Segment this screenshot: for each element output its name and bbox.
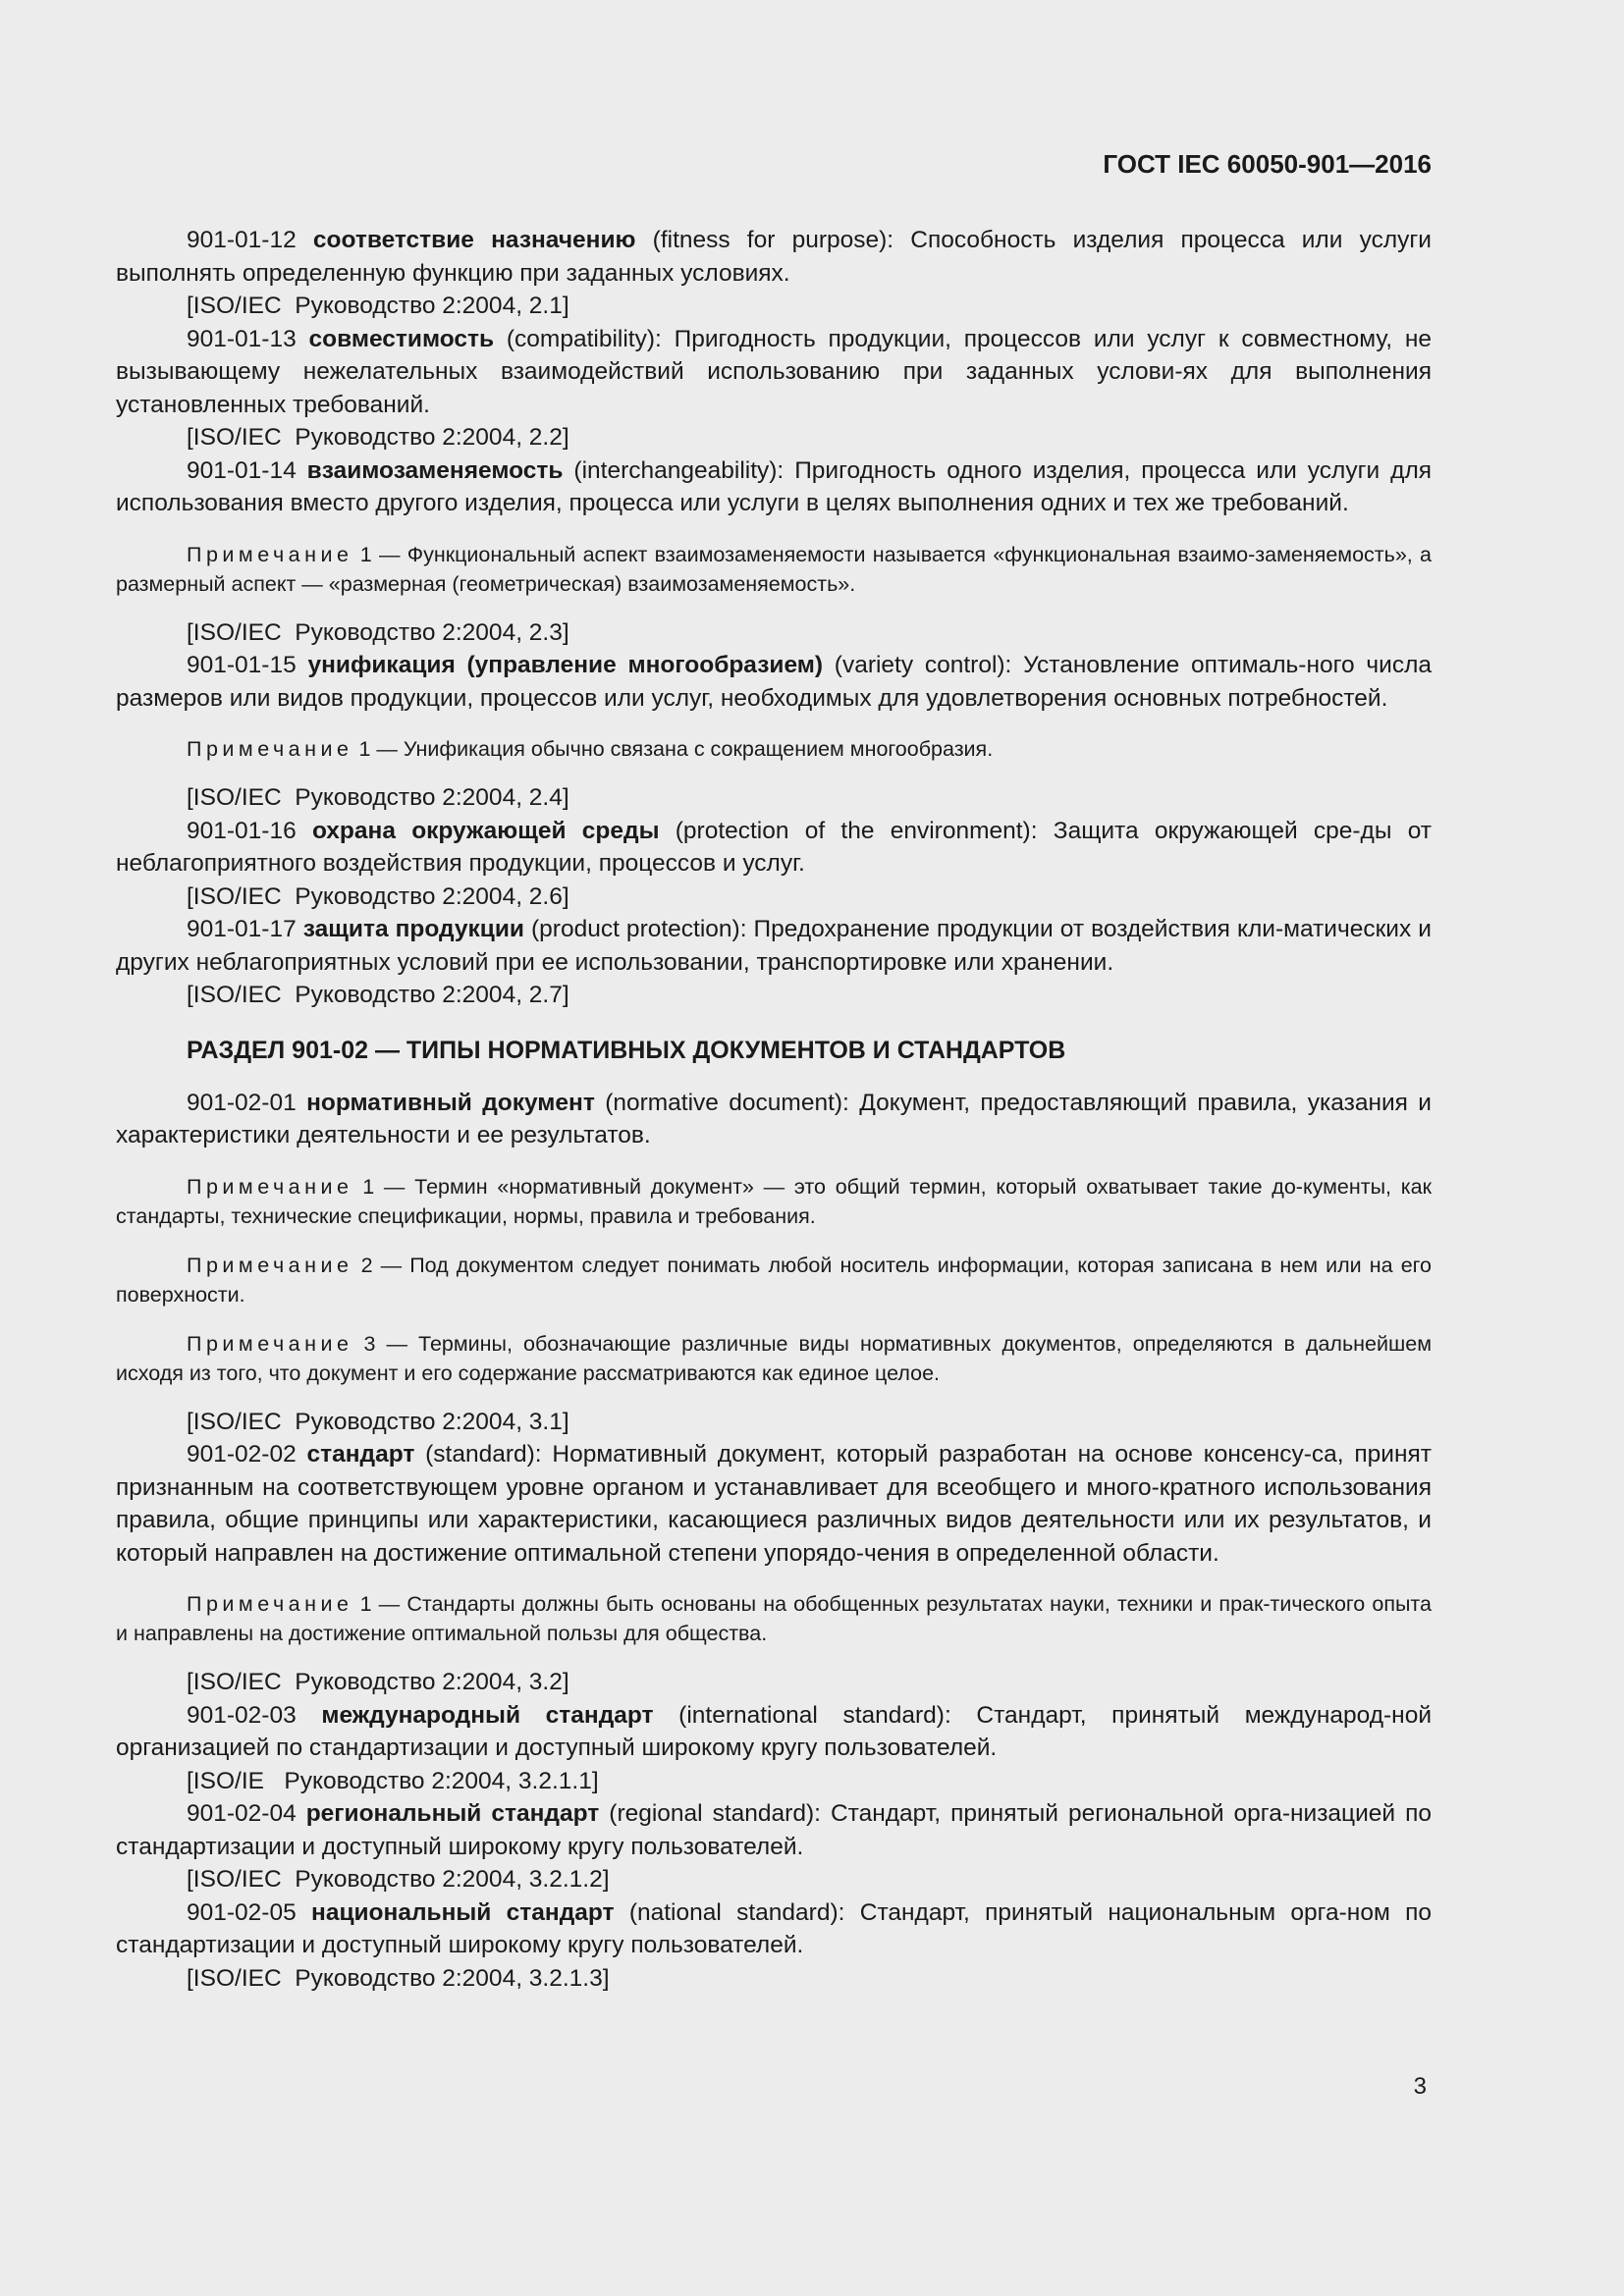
term-name: национальный стандарт [311, 1898, 615, 1926]
term-english: (fitness for purpose): [652, 227, 894, 253]
entry-number: 901-02-04 [187, 1800, 297, 1827]
term-english: (standard): [425, 1441, 542, 1468]
entries-section-901-02 [116, 1087, 1432, 1996]
term-entry [116, 1438, 1432, 1570]
term-definition: Пригодность продукции, процессов или услуг к совместному, не вызывающему нежелательных взаимодействий использованию при заданных услови-ях для выполнения установленных требований. [116, 325, 1432, 418]
document-header: ГОСТ IEC 60050-901—2016 [1103, 149, 1432, 179]
term-name: совместимость [308, 325, 495, 352]
term-name: региональный стандарт [305, 1800, 600, 1827]
page-number: 3 [1413, 2073, 1427, 2100]
entry-number: 901-02-05 [187, 1898, 297, 1926]
entry-number: 901-02-02 [187, 1441, 297, 1468]
term-english: (protection of the environment): [675, 817, 1038, 844]
entry-number: 901-01-15 [187, 652, 297, 678]
term-name: унификация (управление многообразием) [307, 652, 824, 678]
term-entry [116, 323, 1432, 422]
term-definition: Стандарт, принятый международ-ной организацией по стандартизации и доступный широкому кругу пользователей. [116, 1701, 1433, 1761]
entries-section-901-01 [116, 224, 1432, 1012]
term-definition: Стандарт, принятый региональной орга-низацией по стандартизации и доступный широкому кругу пользователей. [116, 1800, 1432, 1860]
note-label: Примечание [187, 1174, 353, 1199]
entry-number: 901-01-14 [187, 456, 297, 484]
term-definition: Установление оптималь-ного числа размеров или видов продукции, процессов или услуг, необходимых для удовлетворения основных потребностей. [116, 652, 1432, 712]
term-name: защита продукции [302, 916, 524, 942]
note-text: 1 — Функциональный аспект взаимозаменяемости называется «функциональная взаимо-заменяемость», а размерный аспект — «размерная (геометрическая) взаимозаменяемость». [116, 542, 1432, 596]
source-reference: [ISO/IEC Руководство 2:2004, 3.2.1.3] [187, 1964, 610, 1992]
entry-number: 901-01-12 [187, 227, 297, 253]
note-text: 2 — Под документом следует понимать любой носитель информации, которая записана в нем или на его поверхности. [116, 1253, 1432, 1307]
entry-number: 901-01-17 [187, 916, 297, 942]
term-definition: Документ, предоставляющий правила, указания и характеристики деятельности и ее результатов. [116, 1089, 1432, 1148]
term-entry [116, 913, 1432, 979]
term-entry [116, 454, 1432, 520]
note [116, 1251, 1432, 1309]
term-entry [116, 1699, 1432, 1765]
source-reference: [ISO/IEC Руководство 2:2004, 2.4] [187, 784, 569, 811]
term-name: охрана окружающей среды [311, 817, 660, 844]
note-label: Примечание [187, 1253, 353, 1277]
document-body [116, 224, 1432, 1995]
term-english: (interchangeability): [573, 456, 785, 484]
term-english: (national standard): [628, 1898, 845, 1926]
source-reference: [ISO/IEC Руководство 2:2004, 2.3] [187, 618, 569, 646]
term-english: (variety control): [834, 652, 1012, 678]
source-reference: [ISO/IEC Руководство 2:2004, 2.7] [187, 982, 569, 1008]
term-entry [116, 224, 1432, 290]
term-definition: Предохранение продукции от воздействия кли-матических и других неблагоприятных условий при ее использовании, транспортировке или хранении. [116, 916, 1432, 976]
note-text: 3 — Термины, обозначающие различные виды нормативных документов, определяются в дальнейшем исходя из того, что документ и его содержание рассматриваются как единое целое. [116, 1331, 1432, 1385]
note-text: 1 — Стандарты должны быть основаны на обобщенных результатах науки, техники и прак-тического опыта и направлены на достижение оптимальной пользы для общества. [116, 1592, 1432, 1645]
term-definition: Защита окружающей сре-ды от неблагоприятного воздействия продукции, процессов и услуг. [116, 817, 1433, 877]
note-label: Примечание [187, 1331, 353, 1356]
term-name: международный стандарт [321, 1701, 654, 1729]
term-english: (normative document): [605, 1089, 849, 1116]
entry-number: 901-01-16 [187, 817, 297, 844]
source-reference: [ISO/IEC Руководство 2:2004, 2.2] [187, 424, 569, 451]
note-label: Примечание [187, 737, 353, 761]
note [116, 1589, 1432, 1648]
term-english: (regional standard): [609, 1800, 821, 1827]
term-definition: Нормативный документ, который разработан на основе консенсу-са, принят признанным на соответствующем уровне органом и устанавливает для всеобщего и много-кратного использования правила, общие принципы или характеристики, касающиеся различных видов деятельности или их результатов, и который направлен на достижение оптимальной степени упорядо-чения в определенной области. [116, 1441, 1432, 1567]
section-heading: РАЗДЕЛ 901-02 — ТИПЫ НОРМАТИВНЫХ ДОКУМЕНТОВ И СТАНДАРТОВ [187, 1036, 1066, 1064]
source-reference: [ISO/IEC Руководство 2:2004, 3.2] [187, 1669, 569, 1695]
term-entry [116, 1896, 1432, 1962]
note [116, 1329, 1432, 1388]
term-name: взаимозаменяемость [306, 456, 564, 484]
entry-number: 901-02-01 [187, 1089, 297, 1116]
note-label: Примечание [187, 1592, 353, 1616]
term-entry [116, 649, 1432, 715]
source-reference: [ISO/IEC Руководство 2:2004, 3.2.1.2] [187, 1866, 610, 1893]
term-entry [116, 1087, 1432, 1152]
note [116, 1172, 1432, 1231]
term-definition: Стандарт, принятый национальным орга-ном по стандартизации и доступный широкому кругу пользователей. [116, 1898, 1432, 1958]
term-english: (international standard): [678, 1701, 951, 1729]
source-reference: [ISO/IEC Руководство 2:2004, 2.6] [187, 882, 569, 910]
source-reference: [ISO/IEC Руководство 2:2004, 2.1] [187, 293, 569, 319]
note-text: 1 — Унификация обычно связана с сокращением многообразия. [358, 737, 994, 761]
term-definition: Способность изделия процесса или услуги выполнять определенную функцию при заданных условиях. [116, 227, 1432, 287]
term-name: стандарт [306, 1441, 415, 1468]
note [116, 540, 1432, 599]
source-reference: [ISO/IE Руководство 2:2004, 3.2.1.1] [187, 1767, 599, 1794]
note-label: Примечание [187, 542, 353, 566]
source-reference: [ISO/IEC Руководство 2:2004, 3.1] [187, 1408, 569, 1435]
term-entry [116, 1797, 1432, 1863]
term-name: нормативный документ [306, 1089, 595, 1116]
term-entry [116, 815, 1432, 881]
term-name: соответствие назначению [312, 227, 636, 253]
entry-number: 901-01-13 [187, 325, 297, 352]
entry-number: 901-02-03 [187, 1701, 297, 1729]
note-text: 1 — Термин «нормативный документ» — это общий термин, который охватывает такие до-кументы, как стандарты, технические спецификации, нормы, правила и требования. [116, 1174, 1432, 1228]
note [116, 734, 1432, 764]
term-definition: Пригодность одного изделия, процесса или услуги для использования вместо другого изделия, процесса или услуги в целях выполнения одних и тех же требований. [116, 456, 1433, 516]
term-english: (product protection): [531, 916, 747, 942]
term-english: (compatibility): [506, 325, 662, 352]
